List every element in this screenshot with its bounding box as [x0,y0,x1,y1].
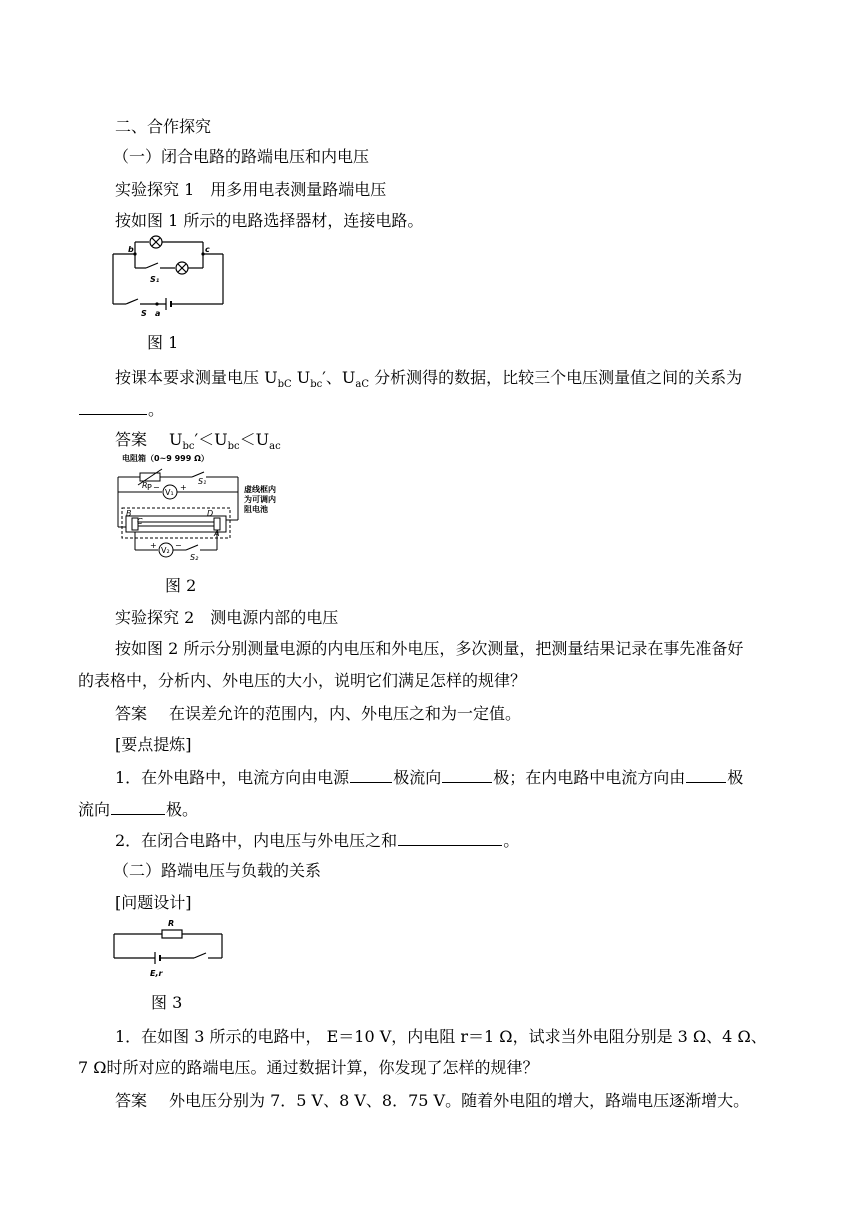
blank-3[interactable] [686,767,726,783]
fig2-C: C [137,517,143,526]
q1-end: 。 [148,400,165,419]
fig2-B: B [126,509,132,518]
figure-2-caption: 图 2 [165,576,197,595]
fig2-note-3: 阻电池 [244,505,268,514]
experiment-2-title: 实验探究 2 测电源内部的电压 [115,608,339,627]
fig2-rp-sub: P [147,483,152,492]
problem-design-heading: [问题设计] [115,893,192,912]
blank-4[interactable] [111,799,165,815]
section-heading: 二、合作探究 [115,117,212,136]
fig2-s1: S₁ [198,477,207,486]
fig3-label-r: R [168,919,175,928]
experiment-1-instruction: 按如图 1 所示的电路选择器材，连接电路。 [115,211,424,230]
figure-1-caption: 图 1 [147,333,179,352]
experiment-2-line-2: 的表格中，分析内、外电压的大小，说明它们满足怎样的规律？ [78,671,527,690]
q1-prefix: 按课本要求测量电压 U [115,368,278,387]
answer-2-text: 在误差允许的范围内，内、外电压之和为一定值。 [169,704,522,723]
kp1-e: 流向 [78,800,111,819]
ans1-sub3: ac [269,441,281,453]
fig2-minus-2: − [175,541,182,550]
fig1-label-a: a [155,309,161,318]
q1-sub-bc: bC [277,379,292,391]
kp1-c: 极；在内电路中电流方向由 [493,768,686,787]
question-3-line-1: 1．在如图 3 所示的电路中， E＝10 V，内电阻 r＝1 Ω，试求当外电阻分别是 3 Ω、4 Ω、 [115,1027,767,1046]
subsection-heading-2: （二）路端电压与负载的关系 [113,861,322,880]
question-3-line-2: 7 Ω时所对应的路端电压。通过数据计算，你发现了怎样的规律？ [78,1058,539,1077]
answer-2 [115,704,521,724]
ans1-t1: ′＜U [194,430,228,449]
q1-sub-ac: aC [355,379,369,391]
fig1-label-c: c [205,245,210,254]
fig2-s2: S₂ [190,553,199,562]
key-points-heading: [要点提炼] [115,735,192,754]
question-1-line-2 [78,399,164,420]
answer-3-text: 外电压分别为 7．5 V、8 V、8．75 V。随着外电阻的增大，路端电压逐渐增大。 [169,1091,750,1110]
figure-3-caption: 图 3 [151,993,183,1012]
experiment-1-title: 实验探究 1 用多用电表测量路端电压 [115,180,387,199]
key-point-1-line-1 [115,767,743,788]
experiment-2-line-1: 按如图 2 所示分别测量电源的内电压和外电压，多次测量，把测量结果记录在事先准备好 [115,639,744,658]
subsection-heading-1: （一）闭合电路的路端电压和内电压 [113,147,370,166]
fig2-note-2: 为可调内 [244,495,276,504]
kp1-b: 极流向 [393,768,442,787]
ans1-t2: ＜U [239,430,270,449]
fig2-rp: R [142,481,148,490]
blank-1[interactable] [350,767,392,783]
kp1-a: 1．在外电路中，电流方向由电源 [115,768,350,787]
answer-3 [115,1091,749,1111]
answer-blank[interactable] [79,399,147,415]
fig1-label-s1: S₁ [150,275,160,284]
key-point-2 [115,830,519,851]
answer-label: 答案 [115,1091,148,1110]
fig3-label-er: E,r [150,969,163,978]
ans1-sub1: bc [182,441,195,453]
q1-mid1: U [291,368,311,387]
fig2-plus-2: + [150,541,157,550]
blank-5[interactable] [398,830,502,846]
blank-2[interactable] [442,767,492,783]
fig2-title: 电阻箱（0~9 999 Ω） [122,454,209,463]
key-point-1-line-2 [78,799,198,820]
kp1-f: 极。 [166,800,199,819]
fig2-D: D [207,509,214,518]
figure-1-circuit [108,234,228,318]
answer-label: 答案 [115,430,148,449]
kp1-d: 极 [727,768,744,787]
figure-2-circuit [110,452,300,568]
q1-mid2: ′、U [322,368,356,387]
kp2-a: 2．在闭合电路中，内电压与外电压之和 [115,831,398,850]
fig2-v1: V₁ [165,488,174,497]
fig1-label-b: b [128,245,134,254]
q1-suffix: 分析测得的数据，比较三个电压测量值之间的关系为 [368,368,743,387]
fig2-v2: V₂ [161,546,170,555]
question-1-line-1 [115,368,742,395]
fig2-note-1: 虚线框内 [244,485,276,494]
figure-3-circuit [110,916,228,980]
ans1-u: U [169,430,183,449]
fig2-A: A [214,529,220,538]
ans1-sub2: bc [227,441,240,453]
kp2-b: 。 [503,831,520,850]
fig2-plus-1: + [180,483,187,492]
answer-label: 答案 [115,704,148,723]
fig1-label-s: S [141,309,147,318]
fig2-minus-1: − [153,483,160,492]
q1-sub-bc2: bc [310,379,323,391]
